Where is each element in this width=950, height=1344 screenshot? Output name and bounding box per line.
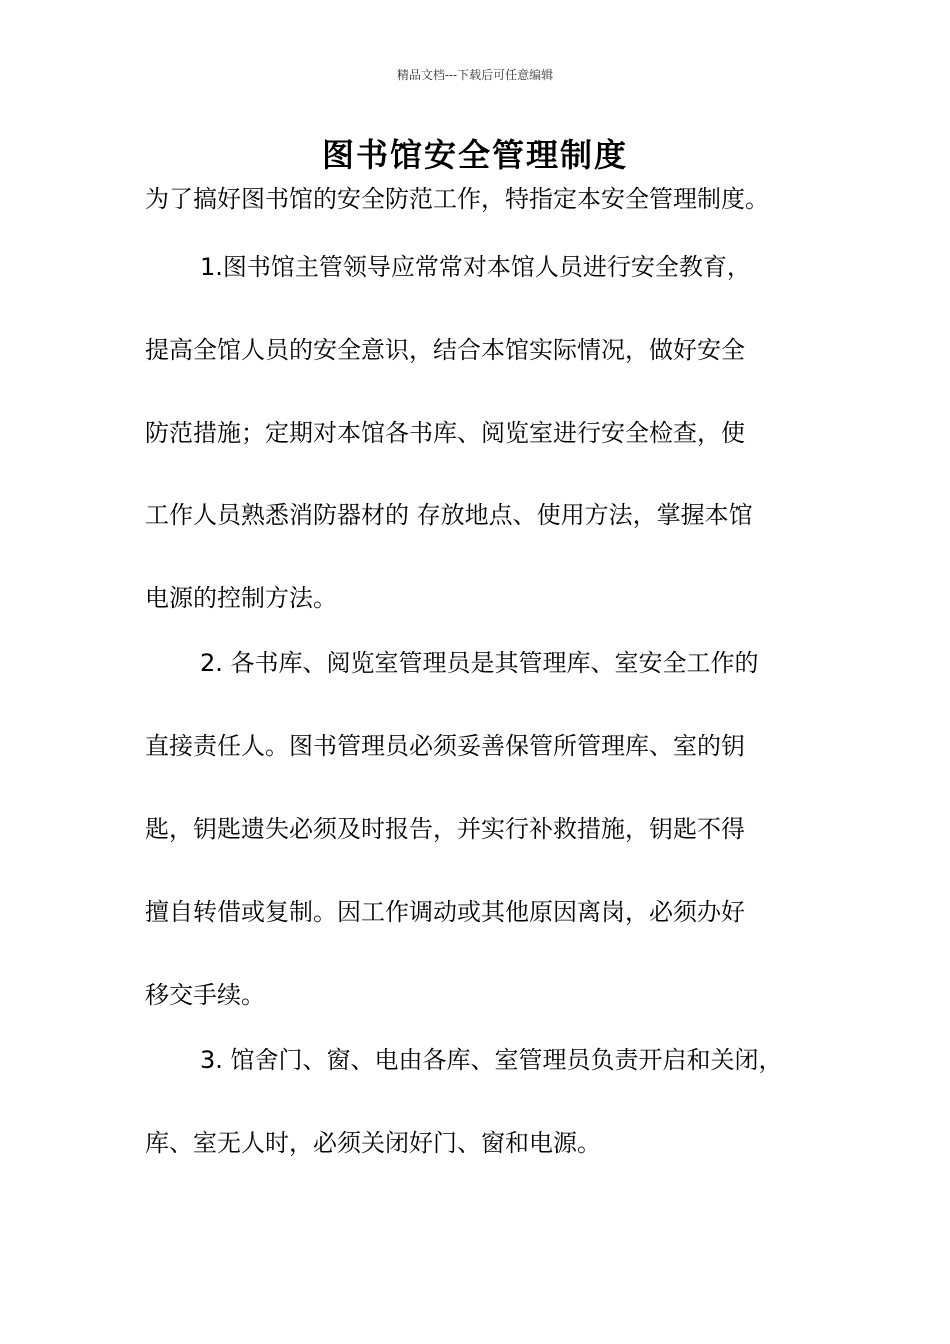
item-2-line-2: 直接责任人。图书管理员必须妥善保管所管理库、室的钥: [145, 732, 745, 760]
item-1-line-4: 工作人员熟悉消防器材的 存放地点、使用方法，掌握本馆: [145, 501, 753, 529]
item-2-line-5: 移交手续。: [145, 981, 265, 1009]
item-3-line-2: 库、室无人时，必须关闭好门、窗和电源。: [145, 1129, 601, 1157]
item-3-line-1: 3. 馆舍门、窗、电由各库、室管理员负责开启和关闭，: [200, 1046, 783, 1074]
item-1-line-3: 防范措施；定期对本馆各书库、阅览室进行安全检查，使: [145, 419, 745, 447]
page-header-note: 精品文档---下载后可任意编辑: [396, 68, 554, 82]
document-title: 图书馆安全管理制度: [321, 136, 628, 174]
item-1-line-5: 电源的控制方法。: [145, 584, 337, 612]
item-2-line-4: 擅自转借或复制。因工作调动或其他原因离岗，必须办好: [145, 898, 745, 926]
item-1-line-2: 提高全馆人员的安全意识，结合本馆实际情况，做好安全: [145, 336, 745, 364]
item-2-line-3: 匙，钥匙遗失必须及时报告，并实行补救措施，钥匙不得: [145, 815, 745, 843]
item-2-line-1: 2. 各书库、阅览室管理员是其管理库、室安全工作的: [200, 649, 759, 677]
intro-line: 为了搞好图书馆的安全防范工作，特指定本安全管理制度。: [145, 185, 769, 213]
item-1-line-1: 1.图书馆主管领导应常常对本馆人员进行安全教育，: [200, 253, 751, 281]
